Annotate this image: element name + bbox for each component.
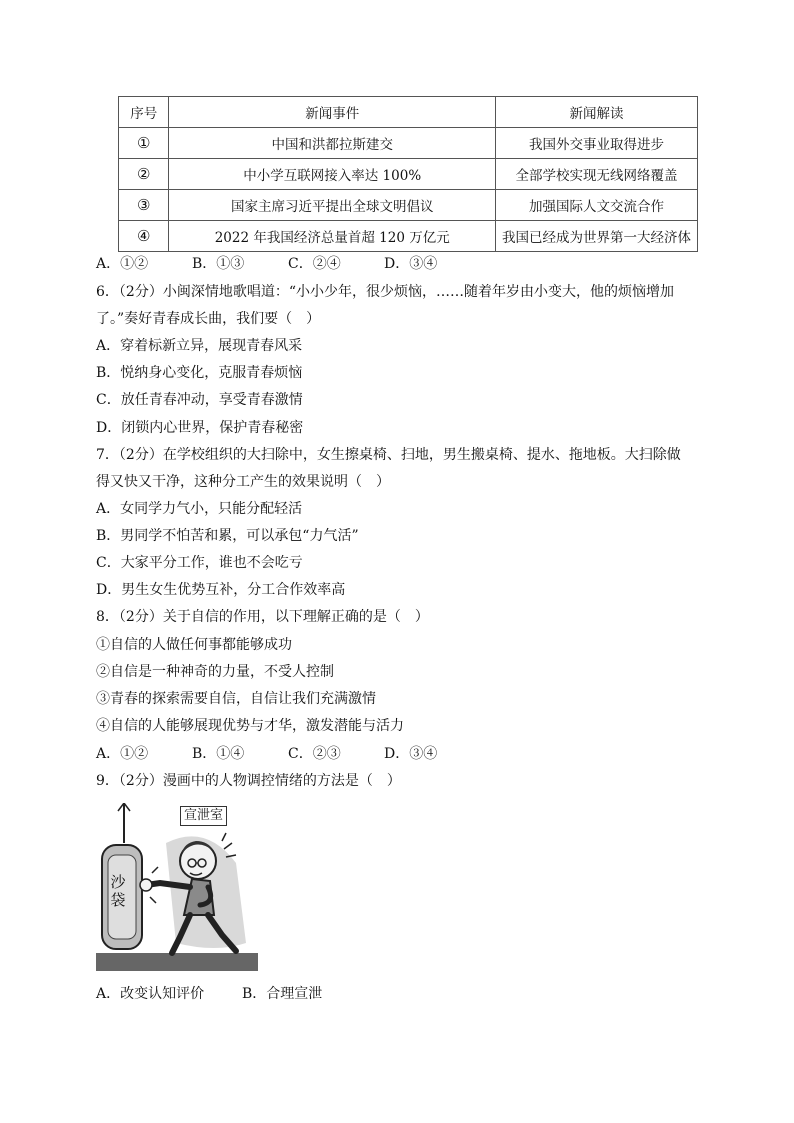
q5-options <box>96 254 437 274</box>
row-index: ③ <box>119 190 169 221</box>
table-row <box>119 190 698 221</box>
row-event: 中小学互联网接入率达 100% <box>169 159 495 190</box>
q7-stem-line1: 7．（2分）在学校组织的大扫除中，女生擦桌椅、扫地，男生搬桌椅、提水、拖地板。大扫除做 <box>96 447 681 463</box>
row-interpretation: 全部学校实现无线网络覆盖 <box>495 159 697 190</box>
row-interpretation: 我国外交事业取得进步 <box>495 128 697 159</box>
q8-statement-1: ①自信的人做任何事都能够成功 <box>96 637 292 653</box>
header-index: 序号 <box>119 97 169 128</box>
q9-stem: 9．（2分）漫画中的人物调控情绪的方法是（ ） <box>96 773 401 789</box>
q5-option-c[interactable]: C．②④ <box>288 256 341 272</box>
row-index: ④ <box>119 221 169 252</box>
q5-option-b[interactable]: B．①③ <box>192 256 245 272</box>
row-event: 2022 年我国经济总量首超 120 万亿元 <box>169 221 495 252</box>
table-row <box>119 221 698 252</box>
q8-option-c[interactable]: C．②③ <box>288 746 341 762</box>
q8-options <box>96 744 437 764</box>
q6-option-d[interactable]: D．闭锁内心世界，保护青春秘密 <box>96 420 304 436</box>
q9-option-b[interactable]: B．合理宣泄 <box>242 986 323 1002</box>
q6-option-a[interactable]: A．穿着标新立异，展现青春风采 <box>96 338 303 354</box>
q8-option-b[interactable]: B．①④ <box>192 746 245 762</box>
q7-option-d[interactable]: D．男生女生优势互补，分工合作效率高 <box>96 582 346 598</box>
q9-options <box>96 984 322 1004</box>
news-table <box>118 96 698 252</box>
row-interpretation: 加强国际人文交流合作 <box>495 190 697 221</box>
row-index: ② <box>119 159 169 190</box>
q6-option-b[interactable]: B．悦纳身心变化，克服青春烦恼 <box>96 365 303 381</box>
punching-bag-label: 沙袋 <box>110 873 126 909</box>
q8-option-a[interactable]: A．①② <box>96 746 149 762</box>
table-row <box>119 128 698 159</box>
row-event: 国家主席习近平提出全球文明倡议 <box>169 190 495 221</box>
punching-bag-cartoon <box>96 803 258 971</box>
q6-option-c[interactable]: C．放任青春冲动，享受青春激情 <box>96 392 303 408</box>
table-row <box>119 159 698 190</box>
row-index: ① <box>119 128 169 159</box>
row-interpretation: 我国已经成为世界第一大经济体 <box>495 221 697 252</box>
q8-stem: 8．（2分）关于自信的作用，以下理解正确的是（ ） <box>96 609 429 625</box>
row-event: 中国和洪都拉斯建交 <box>169 128 495 159</box>
header-interpretation: 新闻解读 <box>495 97 697 128</box>
q6-stem-line1: 6．（2分）小闽深情地歌唱道：“小小少年，很少烦恼，……随着年岁由小变大，他的烦恼增加 <box>96 284 674 300</box>
q7-option-b[interactable]: B．男同学不怕苦和累，可以承包“力气活” <box>96 528 359 544</box>
q7-option-a[interactable]: A．女同学力气小，只能分配轻活 <box>96 501 303 517</box>
q8-option-d[interactable]: D．③④ <box>384 746 438 762</box>
q8-statement-2: ②自信是一种神奇的力量，不受人控制 <box>96 664 334 680</box>
q7-option-c[interactable]: C．大家平分工作，谁也不会吃亏 <box>96 555 303 571</box>
cartoon-sign: 宣泄室 <box>180 806 227 826</box>
q7-stem-line2: 得又快又干净，这种分工产生的效果说明（ ） <box>96 474 390 490</box>
q8-statement-4: ④自信的人能够展现优势与才华，激发潜能与活力 <box>96 718 404 734</box>
header-event: 新闻事件 <box>169 97 495 128</box>
q9-option-a[interactable]: A．改变认知评价 <box>96 986 205 1002</box>
table-header-row <box>119 97 698 128</box>
q8-statement-3: ③青春的探索需要自信，自信让我们充满激情 <box>96 691 376 707</box>
q5-option-d[interactable]: D．③④ <box>384 256 438 272</box>
q5-option-a[interactable]: A．①② <box>96 256 149 272</box>
q6-stem-line2: 了。”奏好青春成长曲，我们要（ ） <box>96 311 321 327</box>
